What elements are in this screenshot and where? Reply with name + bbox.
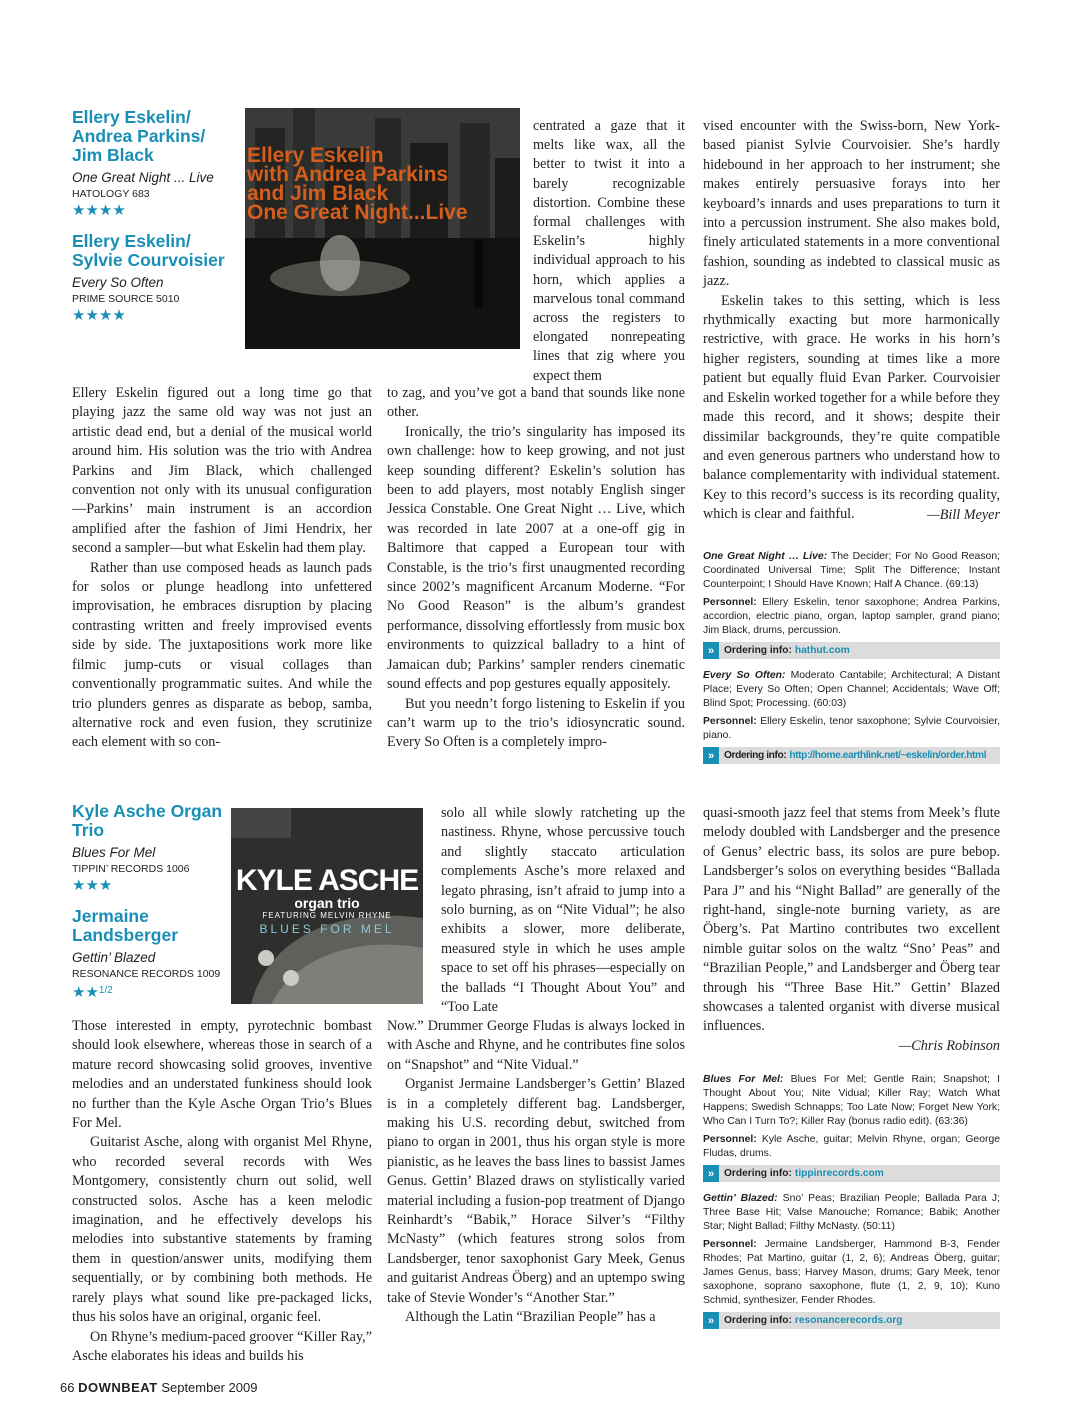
album-title: Blues For Mel (72, 845, 156, 860)
track-list: The Decider; For No Good Reason; Coordinated Universal Time; Split The Difference; Instant Counterpoint; I Should Have Known; Half A Chance. (69:13) (703, 551, 1000, 590)
star-rating: ★★★★ (72, 202, 126, 219)
personnel-list: Ellery Eskelin, tenor saxophone; Andrea Parkins, accordion, electric piano, organ, laptop sampler, grand piano; Jim Black, drums, percussion. (703, 597, 1000, 636)
ordering-link[interactable]: tippinrecords.com (794, 1167, 884, 1179)
star-rating: ★★★ (72, 877, 113, 894)
review1-column-2 (387, 384, 685, 753)
star-rating-full: ★★ (72, 984, 99, 1001)
record-label: RESONANCE RECORDS 1009 (72, 968, 221, 980)
personnel-label: Personnel: (703, 1134, 757, 1145)
review1-column-2-top (533, 117, 685, 386)
paragraph: centrated a gaze that it melts like wax, all the better to twist it into a barely recognizable distortion. Combine these formal challenges with Eskelin’s highly individual approach to his horn, which applies a marvelous tonal command across the registers to elongated nonrepeating lines that zig where you expect them (533, 118, 685, 384)
cover-text-line: BLUES FOR MEL (259, 922, 395, 936)
record-label: TIPPIN’ RECORDS 1006 (72, 863, 190, 875)
credit-tracks (703, 1192, 1000, 1234)
paragraph: quasi-smooth jazz feel that stems from Meek’s flute melody doubled with Landsberger and the presence of Genus’ electric bass, its solos are pure bebop. Landsberger’s solos on everything besides “Ballada Para J” and his “Night Ballad” are generally of the right-hand, single-note burning variety, as are Öberg’s. Pat Martino contributes two excellent nimble guitar solos on the waltz “Sno’ Peas” and “Brazilian People,” and Landsberger and Öberg tear through his “Three Base Hit.” Gettin’ Blazed showcases a talented organist with diverse musical influences. (703, 805, 1000, 1035)
paragraph: solo all while slowly ratcheting up the nastiness. Rhyne, whose percussive touch and slightly staccato articulation complements Asche’s more relaxed and legato phrasing, isn’t afraid to jump into a solo burning, as on “Nite Vidual”; he also exhibits a slower, more deliberate, measured style in which he uses ample space to set off his phrases—especially on the ballads “I Thought About You” and “Too Late (441, 805, 685, 1016)
paragraph: On Rhyne’s medium-paced groover “Killer Ray,” Asche elaborates his ideas and builds his (72, 1328, 372, 1364)
issue-date: September 2009 (161, 1380, 258, 1395)
byline: —Chris Robinson (898, 1037, 1000, 1054)
ordering-info (703, 642, 1000, 659)
review2-column-2 (387, 1017, 685, 1328)
artist-name: Ellery Eskelin/ Andrea Parkins/ Jim Black (72, 107, 206, 165)
personnel-label: Personnel: (703, 716, 757, 727)
chevron-right-icon: » (703, 1165, 719, 1182)
cover-text-line: organ trio (294, 895, 360, 911)
ordering-label: Ordering info: (724, 749, 787, 761)
personnel-list: Kyle Asche, guitar; Melvin Rhyne, organ; George Fludas, drums. (703, 1134, 1001, 1159)
track-list: Blues For Mel; Gentle Rain; Snapshot; I Thought About You; Nite Vidual; Killer Ray; Watch What Happens; Swedish Schnapps; Too Late Now; Forget New York; Who Can I Turn To?; Killer Ray (bonus radio edit). (63:36) (703, 1074, 1001, 1127)
paragraph: But you needn’t forgo listening to Eskelin if you can’t warm up to the trio’s idiosyncratic sound. Every So Often is a completely impro- (387, 695, 685, 751)
credit-title: One Great Night … Live: (703, 551, 828, 562)
personnel-list: Ellery Eskelin, tenor saxophone; Sylvie Courvoisier, piano. (703, 716, 1000, 741)
credit-title: Every So Often: (703, 670, 786, 681)
credit-title: Gettin’ Blazed: (703, 1193, 778, 1204)
cover-text-line: and Jim Black (247, 182, 389, 205)
review1-credits (703, 550, 1000, 774)
paragraph: Those interested in empty, pyrotechnic bombast should look elsewhere, whereas those in search of a mature record showcasing solid grooves, inventive melodies and an understated funkiness should look no further than the Kyle Asche Organ Trio’s Blues For Mel. (72, 1018, 372, 1132)
chevron-right-icon: » (703, 747, 719, 764)
paragraph: Rather than use composed heads as launch pads for solos or plunge headlong into unfettered improvisation, he embraces disruption by placing contrasting written and freely improvised events side by side. The juxtapositions work more like filmic jump-cuts or visual collages than conventionally programmatic suites. And while the trio plunders genres as disparate as bebop, samba, alternative rock and even fusion, they scrutinize each element with so con- (72, 559, 372, 751)
credit-tracks (703, 1073, 1000, 1129)
magazine-name: DOWNBEAT (78, 1380, 158, 1395)
paragraph: Organist Jermaine Landsberger’s Gettin’ Blazed is in a completely different bag. Landsberger, making his U.S. recording debut, switched from piano to organ in 2001, thus his organ style is more pianistic, as he leaves the bass lines to bassist James Genus. Gettin’ Blazed draws on stylistically varied material including a fusion-pop treatment of Django Reinhardt’s “Babik,” Horace Silver’s “Filthy McNasty” (which features strong solos from Landsberger, tenor saxophonist Gary Meek, Genus and guitarist Andreas Öberg) and an uptempo swing take of Stevie Wonder’s “Another Star.” (387, 1076, 685, 1306)
credit-title: Blues For Mel: (703, 1074, 784, 1085)
personnel-list: Jermaine Landsberger, Hammond B-3, Fender Rhodes; Pat Martino, guitar (1, 2, 6); Andreas Öberg, guitar; James Genus, bass; Harvey Mason, drums; Gary Meek, tenor saxophone, soprano saxophone, flute (1, 2, 9, 10); Kuno Schmid, synthesizer, Fender Rhodes. (703, 1239, 1000, 1306)
star-rating-half: 1/2 (98, 985, 113, 996)
review1-header (72, 108, 237, 337)
byline: —Bill Meyer (927, 506, 1000, 523)
personnel-label: Personnel: (703, 1239, 757, 1250)
page-footer (60, 1380, 257, 1395)
star-rating (72, 982, 232, 1002)
paragraph: vised encounter with the Swiss-born, New York-based pianist Sylvie Courvoisier. She’s hardly hidebound in her approach to her instrument; she makes entirely persuasive forays into her keyboard’s innards and uses preparations to turn it into a percussion instrument. She also makes bold, finely articulated statements in a more conventional fashion, sounding as indebted to classical music as jazz. (703, 118, 1000, 290)
paragraph: Guitarist Asche, along with organist Mel Rhyne, who recorded several records with Wes Montgomery, consistently churn out solid, well constructed solos. Asche has a keen melodic imagination, and he effectively develops his melodies into substantive statements by framing them in question/answer units, modifying them sequentially, or by combining both methods. He rarely plays what sound like pre-packaged licks, thus his solos have an original, organic feel. (72, 1134, 372, 1326)
ordering-link[interactable]: http://home.earthlink.net/~eskelin/order.html (789, 749, 987, 761)
album-title: One Great Night ... Live (72, 170, 214, 185)
track-list: Moderato Cantabile; Architectural; A Distant Place; Every So Often; Open Channel; Accidentals; Wave Off; Blind Spot; Processing. (60:03) (703, 670, 1000, 709)
credit-personnel (703, 1133, 1000, 1161)
artist-name: Kyle Asche Organ Trio (72, 801, 223, 840)
cover-text-line: with Andrea Parkins (247, 163, 449, 186)
credit-tracks (703, 550, 1000, 592)
album-cover-blues-for-mel (231, 808, 423, 1004)
paragraph: Ironically, the trio’s singularity has imposed its own challenge: how to keep growing, and not just keep sounding different? Eskelin’s solution has been to add players, most notably English singer Jessica Constable. One Great Night … Live, which was recorded in late 2007 at a one-off gig in Baltimore that capped a European tour with Constable, is the trio’s first unaugmented recording since 2002’s magnificent Arcanum Moderne. “For No Good Reason” is the album’s grandest performance, dissolving effortlessly from music box environments to quizzical balladry to a hint of Jamaican dub; Parkins’ sampler renders cinematic sound effects and pop gestures equally appositely. (387, 423, 685, 693)
cover-text-line: Ellery Eskelin (247, 144, 384, 167)
review2-header (72, 802, 232, 1014)
album-cover-one-great-night (245, 108, 520, 349)
cover-text-line: One Great Night...Live (247, 201, 468, 224)
review2-entry-2 (72, 907, 232, 1002)
review2-column-2-top (441, 804, 685, 1017)
review2-credits (703, 1073, 1000, 1339)
review2-entry-1 (72, 802, 232, 895)
cover-text-line: KYLE ASCHE (235, 864, 419, 897)
star-rating: ★★★★ (72, 307, 126, 324)
ordering-info (703, 747, 1000, 764)
paragraph: to zag, and you’ve got a band that sounds like none other. (387, 385, 685, 421)
record-label: HATOLOGY 683 (72, 188, 150, 200)
album-title: Gettin’ Blazed (72, 950, 156, 965)
paragraph: Although the Latin “Brazilian People” has a (405, 1309, 656, 1326)
paragraph: Now.” Drummer George Fludas is always locked in with Asche and Rhyne, and he contributes fine solos on “Snapshot” and “Nite Vidual.” (387, 1018, 685, 1073)
track-list: Sno’ Peas; Brazilian People; Ballada Para J; Three Base Hit; Valse Manouche; Romance; Babik; Another Star; Night Ballad; Filthy McNasty. (50:11) (703, 1193, 1000, 1232)
chevron-right-icon: » (703, 1312, 719, 1329)
cover-text-line: FEATURING MELVIN RHYNE (262, 911, 392, 920)
ordering-info (703, 1165, 1000, 1182)
review1-entry-1 (72, 108, 237, 220)
review2-column-3 (703, 804, 1000, 1056)
review1-entry-2 (72, 232, 237, 325)
credit-personnel (703, 715, 1000, 743)
ordering-label: Ordering info: (724, 644, 792, 656)
ordering-label: Ordering info: (724, 1167, 792, 1179)
review1-column-1 (72, 384, 372, 753)
paragraph: Eskelin takes to this setting, which is less rhythmically exacting but more harmonically restrictive, with grace. He works in his horn’s higher registers, sounding at times like a more patient but equally fluid Evan Parker. Courvoisier and Eskelin worked together for a while before they made this record, and it shows; despite their dissimilar backgrounds, they’re quite compatible and even generous partners who understand how to balance complementarity with individual statement. Key to this record’s success is its recording quality, which is clear and faithful. (703, 292, 1000, 523)
ordering-link[interactable]: hathut.com (794, 644, 850, 656)
review2-column-1 (72, 1017, 372, 1366)
credit-personnel (703, 596, 1000, 638)
record-label: PRIME SOURCE 5010 (72, 293, 180, 305)
artist-name: Ellery Eskelin/ Sylvie Courvoisier (72, 231, 225, 270)
chevron-right-icon: » (703, 642, 719, 659)
credit-tracks (703, 669, 1000, 711)
ordering-info (703, 1312, 1000, 1329)
review1-column-3 (703, 117, 1000, 525)
ordering-label: Ordering info: (724, 1314, 792, 1326)
album-title: Every So Often (72, 275, 164, 290)
artist-name: Jermaine Landsberger (72, 906, 178, 945)
credit-personnel (703, 1238, 1000, 1308)
page-number: 66 (60, 1380, 75, 1395)
ordering-link[interactable]: resonancerecords.org (794, 1314, 903, 1326)
personnel-label: Personnel: (703, 597, 757, 608)
paragraph: Ellery Eskelin figured out a long time go that playing jazz the same old way was not just an artistic dead end, but a denial of the musical world around him. His solution was the trio with Andrea Parkins and Jim Black, which challenged convention not only with its unusual configuration—Parkins’ main instrument is an accordion amplified after the fashion of Jimi Hendrix, her second a sampler—but what Eskelin had them play. (72, 385, 372, 557)
